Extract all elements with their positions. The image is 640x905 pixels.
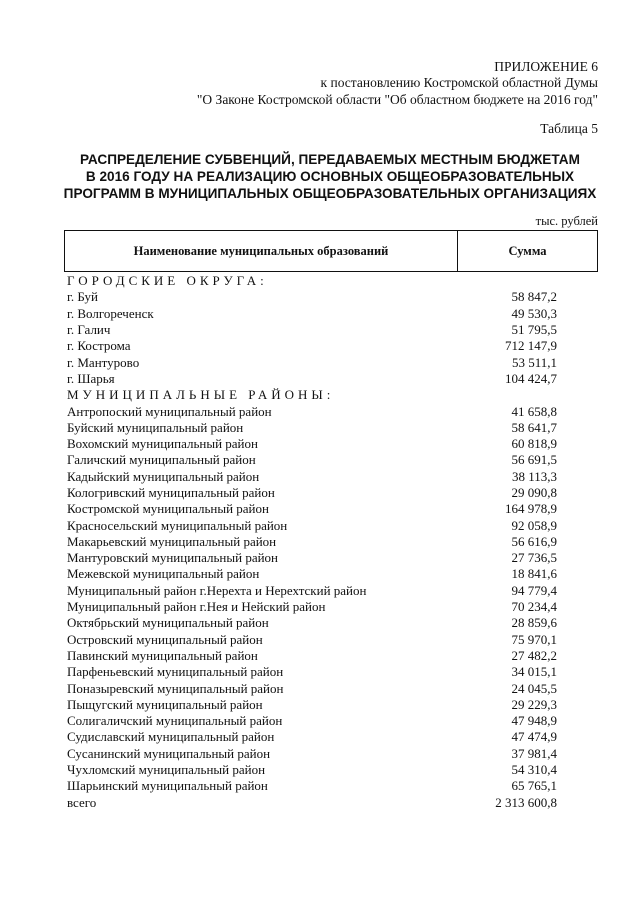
- amount-value: 37 981,4: [511, 745, 557, 761]
- municipality-name: Пыщугский муниципальный район: [67, 696, 263, 712]
- amount-value: 41 658,8: [511, 403, 557, 419]
- amount-value: 51 795,5: [511, 322, 557, 338]
- appendix-law-title: "О Законе Костромской области "Об областном бюджете на 2016 год": [196, 92, 598, 107]
- table-row: [67, 599, 557, 615]
- table-row: [67, 762, 557, 778]
- table-number: Таблица 5: [540, 121, 598, 136]
- municipality-name: Судиславский муниципальный район: [67, 729, 275, 745]
- municipality-name: г. Шарья: [67, 370, 115, 386]
- amount-value: 34 015,1: [511, 664, 557, 680]
- municipality-name: г. Кострома: [67, 338, 131, 354]
- column-header-name: Наименование муниципальных образований: [65, 231, 458, 271]
- amount-value: 28 859,6: [511, 615, 557, 631]
- amount-value: 58 641,7: [511, 419, 557, 435]
- table-row: [67, 501, 557, 517]
- title-line-3: ПРОГРАММ В МУНИЦИПАЛЬНЫХ ОБЩЕОБРАЗОВАТЕЛЬНЫХ ОРГАНИЗАЦИЯХ: [63, 186, 597, 201]
- table-row: [67, 452, 557, 468]
- amount-value: 65 765,1: [511, 778, 557, 794]
- amount-value: 56 691,5: [511, 452, 557, 468]
- municipality-name: Парфеньевский муниципальный район: [67, 664, 284, 680]
- amount-value: 164 978,9: [505, 501, 557, 517]
- table-row: [67, 697, 557, 713]
- amount-value: 53 511,1: [511, 354, 557, 370]
- section-label: ГОРОДСКИЕ ОКРУГА:: [67, 273, 268, 289]
- amount-value: 712 147,9: [505, 338, 557, 354]
- amount-value: 49 530,3: [511, 305, 557, 321]
- municipality-name: Галичский муниципальный район: [67, 452, 256, 468]
- municipality-name: Муниципальный район г.Нея и Нейский район: [67, 599, 326, 615]
- municipality-name: Поназыревский муниципальный район: [67, 680, 284, 696]
- municipality-name: Красносельский муниципальный район: [67, 517, 288, 533]
- amount-value: 54 310,4: [511, 762, 557, 778]
- table-row: [67, 289, 557, 305]
- table-row: [67, 795, 557, 811]
- municipality-name: Октябрьский муниципальный район: [67, 615, 269, 631]
- table-row: [67, 729, 557, 745]
- municipality-name: Антропоский муниципальный район: [67, 403, 272, 419]
- municipality-name: Кологривский муниципальный район: [67, 485, 275, 500]
- table-row: [67, 420, 557, 436]
- table-row: [67, 306, 557, 322]
- municipality-name: Чухломский муниципальный район: [67, 762, 266, 778]
- table-row: [67, 338, 557, 354]
- amount-value: 104 424,7: [505, 370, 557, 386]
- table-row: [67, 615, 557, 631]
- municipality-name: г. Мантурово: [67, 354, 140, 370]
- amount-value: 60 818,9: [511, 436, 557, 452]
- section-row: [67, 273, 557, 289]
- municipality-name: Макарьевский муниципальный район: [67, 533, 277, 549]
- table-row: [67, 371, 557, 387]
- table-row: [67, 550, 557, 566]
- appendix-reference: к постановлению Костромской областной Думы: [320, 75, 598, 90]
- municipality-name: Шарьинский муниципальный район: [67, 778, 268, 794]
- municipality-name: Кадыйский муниципальный район: [67, 468, 260, 484]
- municipality-name: Солигаличский муниципальный район: [67, 713, 283, 729]
- table-row: [67, 403, 557, 419]
- municipality-name: Костромской муниципальный район: [67, 501, 269, 517]
- amount-value: 47 948,9: [511, 713, 557, 729]
- municipality-name: Островский муниципальный район: [67, 631, 263, 647]
- document-title: [40, 151, 620, 202]
- amount-value: 29 229,3: [511, 696, 557, 712]
- table-row: [67, 517, 557, 533]
- section-label: МУНИЦИПАЛЬНЫЕ РАЙОНЫ:: [67, 387, 335, 403]
- table-row: [67, 583, 557, 599]
- municipality-name: Буйский муниципальный район: [67, 419, 244, 435]
- amount-value: 2 313 600,8: [495, 794, 557, 810]
- municipality-name: всего: [67, 794, 97, 810]
- units-label: тыс. рублей: [535, 214, 598, 228]
- section-row: [67, 387, 557, 403]
- table-row: [67, 436, 557, 452]
- amount-value: 47 474,9: [511, 729, 557, 745]
- table-row: [67, 664, 557, 680]
- municipality-name: Сусанинский муниципальный район: [67, 745, 271, 761]
- municipality-name: Муниципальный район г.Нерехта и Нерехтский район: [67, 582, 367, 598]
- table-row: [67, 746, 557, 762]
- municipality-name: г. Волгореченск: [67, 305, 154, 321]
- table-row: [67, 778, 557, 794]
- municipality-name: г. Галич: [67, 322, 111, 338]
- column-header-sum: Сумма: [508, 243, 547, 258]
- amount-value: 18 841,6: [511, 566, 557, 582]
- table-body: [67, 273, 557, 811]
- table-header: [64, 230, 598, 272]
- table-row: [67, 566, 557, 582]
- amount-value: 94 779,4: [511, 582, 557, 598]
- table-row: [67, 354, 557, 370]
- municipality-name: Межевской муниципальный район: [67, 566, 260, 582]
- amount-value: 70 234,4: [511, 599, 557, 615]
- table-row: [67, 713, 557, 729]
- title-line-1: РАСПРЕДЕЛЕНИЕ СУБВЕНЦИЙ, ПЕРЕДАВАЕМЫХ МЕСТНЫМ БЮДЖЕТАМ: [80, 152, 580, 167]
- municipality-name: г. Буй: [67, 289, 98, 305]
- appendix-number: ПРИЛОЖЕНИЕ 6: [494, 59, 598, 74]
- amount-value: 38 113,3: [511, 468, 557, 484]
- table-row: [67, 322, 557, 338]
- table-row: [67, 680, 557, 696]
- amount-value: 24 045,5: [511, 680, 557, 696]
- amount-value: 27 482,2: [511, 647, 557, 663]
- table-row: [67, 534, 557, 550]
- amount-value: 29 090,8: [511, 485, 557, 500]
- municipality-name: Мантуровский муниципальный район: [67, 550, 279, 566]
- municipality-name: Вохомский муниципальный район: [67, 436, 258, 452]
- title-line-2: В 2016 ГОДУ НА РЕАЛИЗАЦИЮ ОСНОВНЫХ ОБЩЕОБРАЗОВАТЕЛЬНЫХ: [85, 169, 575, 184]
- table-row: [67, 648, 557, 664]
- table-row: [67, 485, 557, 501]
- table-row: [67, 632, 557, 648]
- amount-value: 92 058,9: [511, 517, 557, 533]
- municipality-name: Павинский муниципальный район: [67, 647, 258, 663]
- amount-value: 27 736,5: [511, 550, 557, 566]
- table-row: [67, 469, 557, 485]
- amount-value: 75 970,1: [511, 631, 557, 647]
- amount-value: 58 847,2: [511, 289, 557, 305]
- amount-value: 56 616,9: [511, 533, 557, 549]
